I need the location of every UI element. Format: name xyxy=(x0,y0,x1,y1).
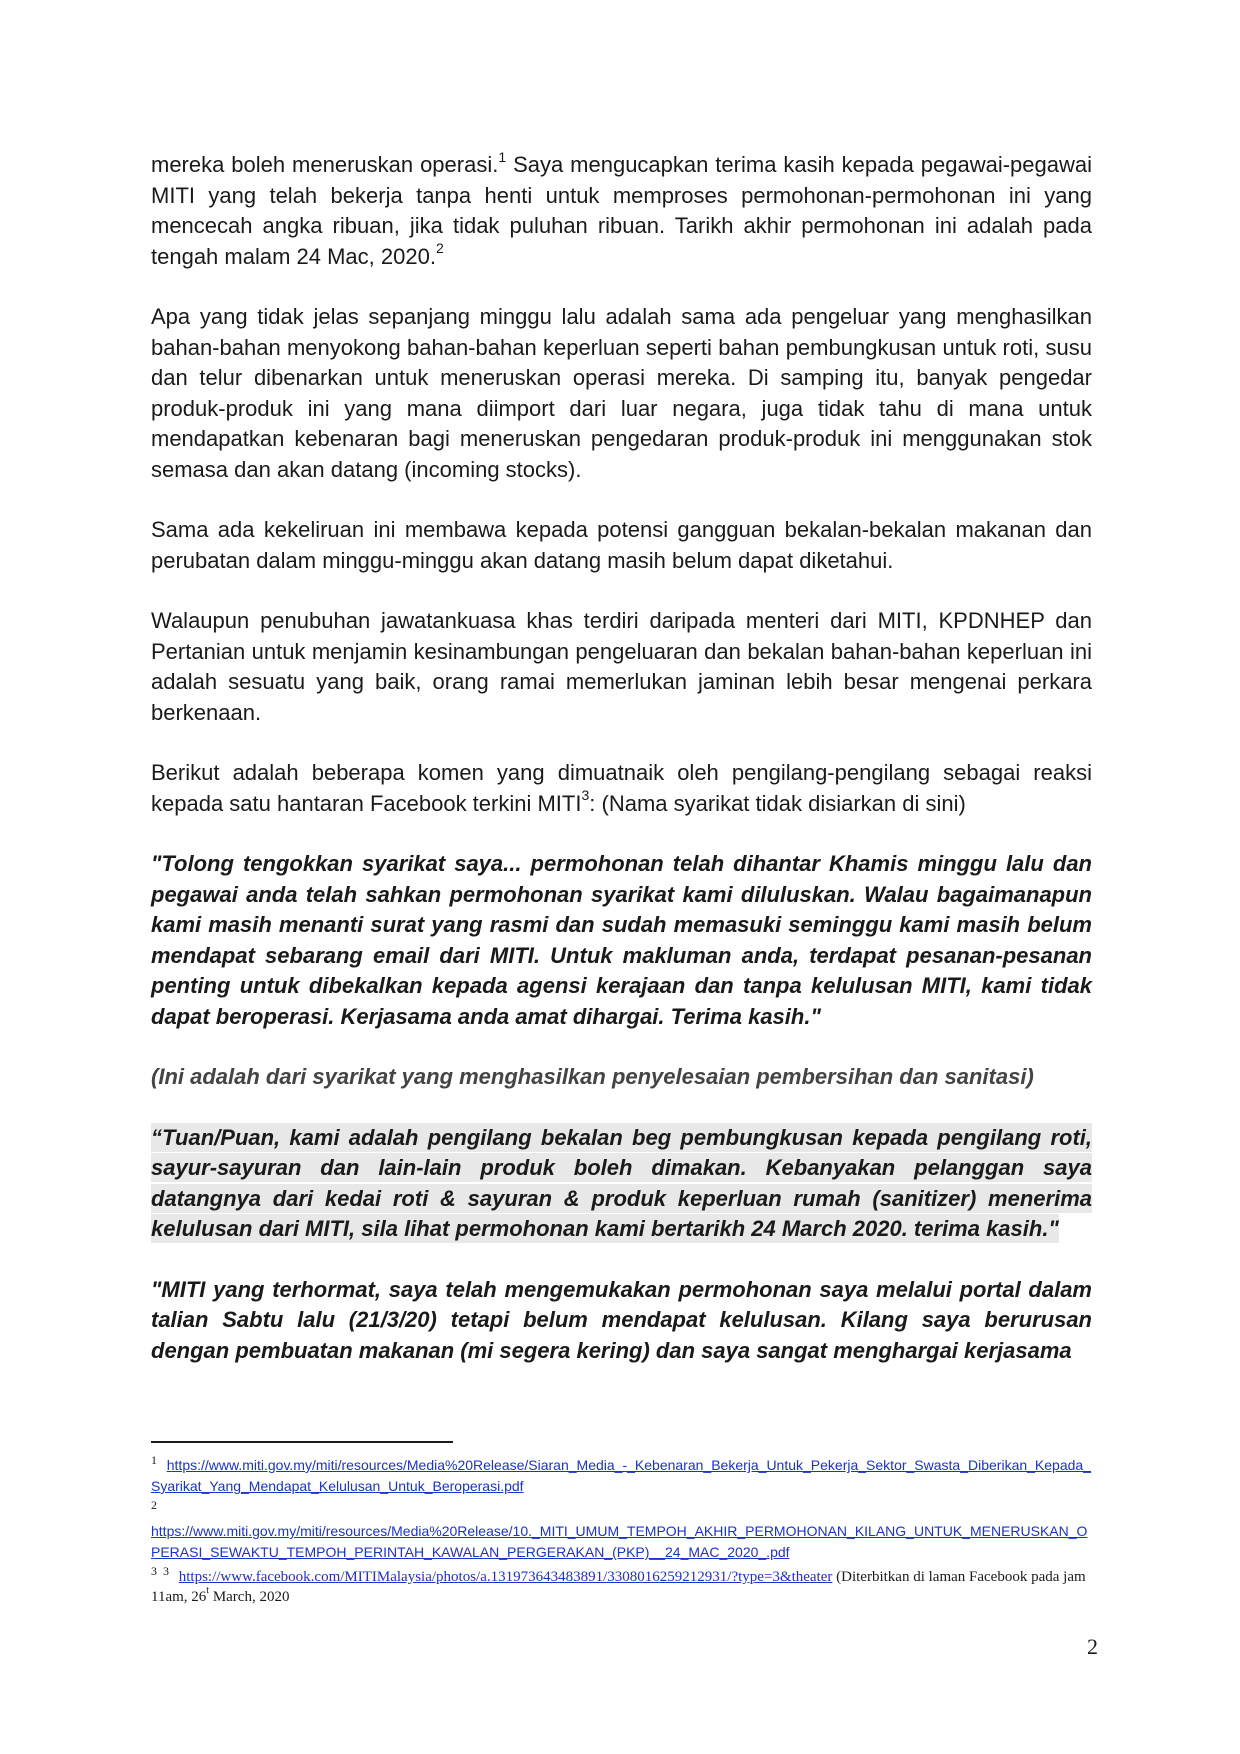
paragraph-1-text-a: mereka boleh meneruskan operasi. xyxy=(151,152,499,177)
footnote-ref-1[interactable]: 1 xyxy=(498,148,507,165)
footnote-1-link[interactable]: https://www.miti.gov.my/miti/resources/Media%20Release/Siaran_Media_-_Kebenaran_Bekerja_Untuk_Pekerja_Sektor_Swasta_Diberikan_Kepada_Syarikat_Yang_Mendapat_Kelulusan_Untuk_Beroperasi.pdf xyxy=(151,1457,1091,1494)
footnote-1 xyxy=(151,1455,1096,1497)
footnote-ref-3[interactable]: 3 xyxy=(581,787,590,804)
quote-3: "MITI yang terhormat, saya telah mengemukakan permohonan saya melalui portal dalam talian Sabtu lalu (21/3/20) tetapi belum mendapat kelulusan. Kilang saya berurusan dengan pembuatan makanan (mi segera kering) dan saya sangat menghargai kerjasama xyxy=(151,1276,1092,1363)
paragraph-2: Apa yang tidak jelas sepanjang minggu lalu adalah sama ada pengeluar yang menghasilkan bahan-bahan menyokong bahan-bahan keperluan seperti bahan pembungkusan untuk roti, susu dan telur dibenarkan untuk meneruskan operasi mereka. Di samping itu, banyak pengedar produk-produk ini yang mana diimport dari luar negara, juga tidak tahu di mana untuk mendapatkan kebenaran bagi meneruskan pengedaran produk-produk ini menggunakan stok semasa dan akan datang (incoming stocks). xyxy=(151,304,1092,482)
footnote-3-link[interactable]: https://www.facebook.com/MITIMalaysia/photos/a.131973643483891/3308016259212931/?type=3&theater xyxy=(178,1569,833,1585)
quote-2 xyxy=(151,1123,1092,1245)
quote-note: (Ini adalah dari syarikat yang menghasilkan penyelesaian pembersihan dan sanitasi) xyxy=(151,1064,1034,1089)
paragraph-1 xyxy=(151,150,1092,272)
body-content xyxy=(151,150,1092,1396)
paragraph-4: Walaupun penubuhan jawatankuasa khas terdiri daripada menteri dari MITI, KPDNHEP dan Pertanian untuk menjamin kesinambungan pengeluaran dan bekalan bahan-bahan keperluan ini adalah sesuatu yang baik, orang ramai memerlukan jaminan lebih besar mengenai perkara berkenaan. xyxy=(151,608,1092,725)
quote-2-highlighted-text: “Tuan/Puan, kami adalah pengilang bekalan beg pembungkusan kepada pengilang roti, sayur-sayuran dan lain-lain produk boleh dimakan. Kebanyakan pelanggan saya datangnya dari kedai roti & sayuran & produk keperluan rumah (sanitizer) menerima kelulusan dari MITI, sila lihat permohonan kami bertarikh 24 March 2020. terima kasih." xyxy=(151,1124,1092,1241)
footnote-3-tail: March, 2020 xyxy=(209,1589,290,1605)
footnote-1-number: 1 xyxy=(151,1453,157,1467)
footnote-2-link[interactable]: https://www.miti.gov.my/miti/resources/Media%20Release/10._MITI_UMUM_TEMPOH_AKHIR_PERMOHONAN_KILANG_UNTUK_MENERUSKAN_OPERASI_SEWAKTU_TEMPOH_PERINTAH_KAWALAN_PERGERAKAN_(PKP)__24_MAC_2020_.pdf xyxy=(151,1523,1088,1560)
footnote-2-number: 2 xyxy=(151,1498,157,1512)
quote-1: "Tolong tengokkan syarikat saya... permohonan telah dihantar Khamis minggu lalu dan pegawai anda telah sahkan permohonan syarikat kami diluluskan. Walau bagaimanapun kami masih menanti surat yang rasmi dan sudah memasuki seminggu kami masih belum mendapat sebarang email dari MITI. Untuk makluman anda, terdapat pesanan-pesanan penting untuk dibekalkan kepada agensi kerajaan dan tanpa kelulusan MITI, kami tidak dapat beroperasi. Kerjasama anda amat dihargai. Terima kasih." xyxy=(151,851,1092,1029)
paragraph-5 xyxy=(151,758,1092,819)
page-number: 2 xyxy=(1087,1634,1098,1659)
paragraph-5-text-b: : (Nama syarikat tidak disiarkan di sini) xyxy=(589,790,966,816)
paragraph-1-text-b: Saya mengucapkan terima kasih kepada pegawai-pegawai MITI yang telah bekerja tanpa henti untuk memproses permohonan-permohonan ini yang mencecah angka ribuan, jika tidak puluhan ribuan. Tarikh akhir permohonan ini adalah pada tengah malam 24 Mac, 2020. xyxy=(151,152,1093,269)
footnote-3 xyxy=(151,1564,1096,1607)
footnote-3-number: 3 xyxy=(151,1564,157,1578)
footnote-2 xyxy=(151,1498,1096,1563)
paragraph-5-text-a: Berikut adalah beberapa komen yang dimuatnaik oleh pengilang-pengilang sebagai reaksi kepada satu hantaran Facebook terkini MITI xyxy=(151,760,1092,816)
footnote-3-inner-number: 3 xyxy=(163,1564,169,1578)
footnote-separator xyxy=(151,1441,453,1443)
paragraph-3: Sama ada kekeliruan ini membawa kepada potensi gangguan bekalan-bekalan makanan dan perubatan dalam minggu-minggu akan datang masih belum dapat diketahui. xyxy=(151,517,1092,573)
footnote-ref-2[interactable]: 2 xyxy=(435,240,444,257)
footnote-3-sup: t xyxy=(206,1585,210,1596)
footnotes xyxy=(151,1455,1096,1611)
footnote-3-text: (Diterbitkan di laman Facebook pada jam 11am, 26 xyxy=(151,1569,1086,1605)
